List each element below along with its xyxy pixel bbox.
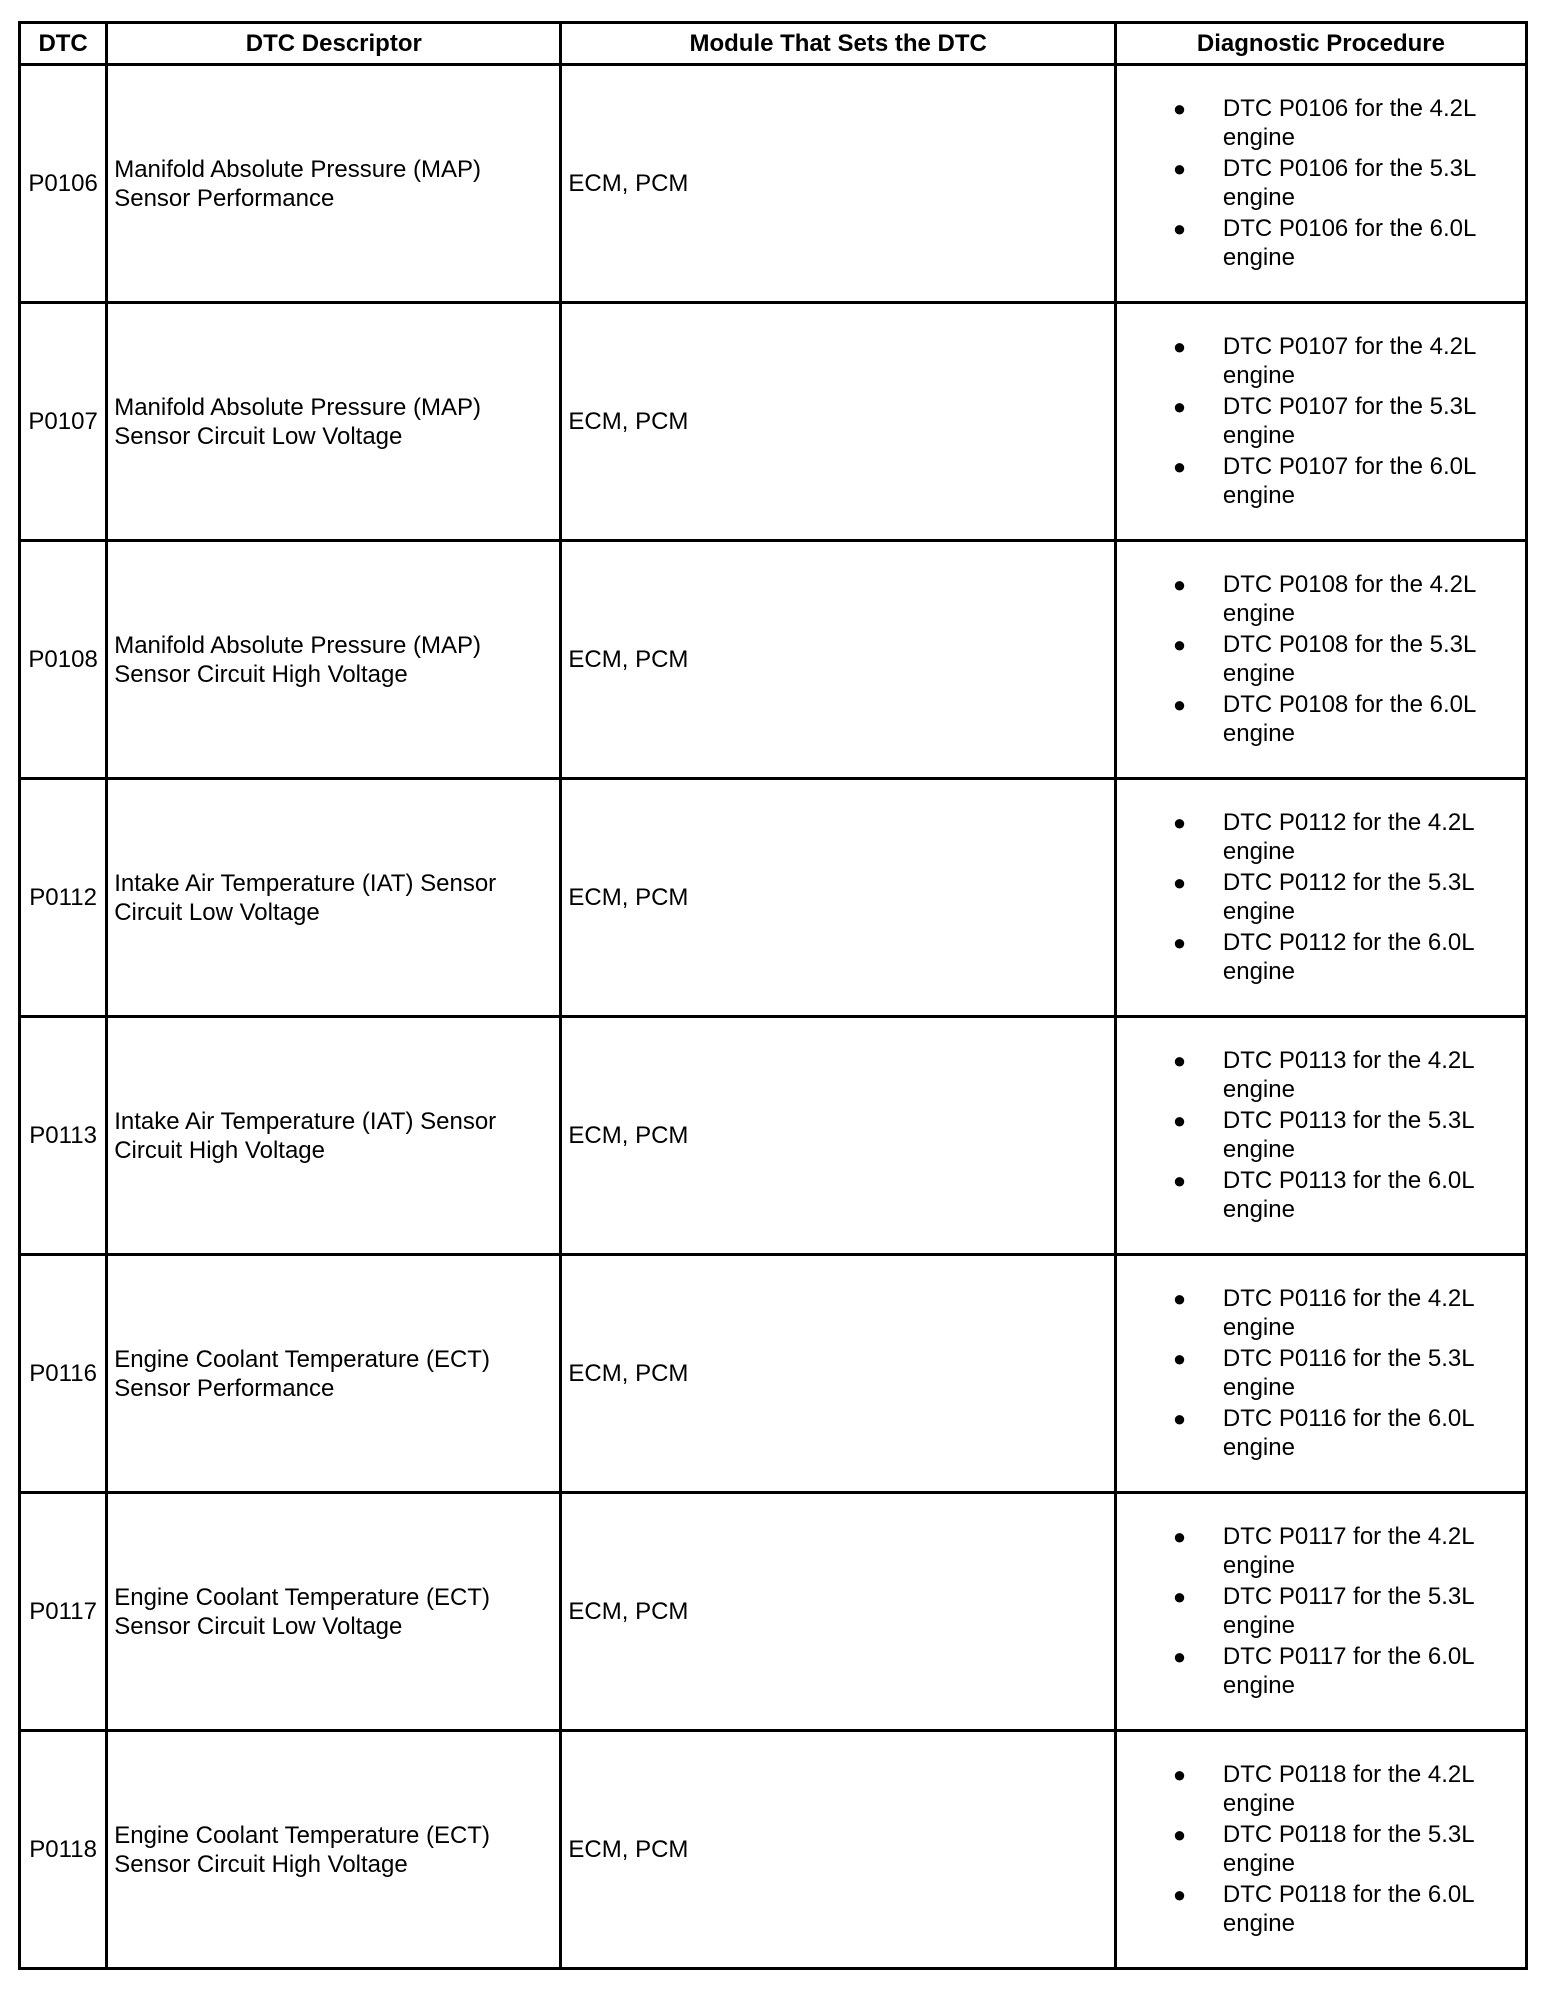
dtc-module: ECM, PCM	[561, 1731, 1115, 1969]
header-row	[20, 23, 1527, 65]
procedure-link[interactable]: DTC P0106 for the 5.3L engine	[1222, 154, 1476, 211]
procedure-link[interactable]: DTC P0116 for the 4.2L engine	[1222, 1284, 1474, 1341]
bullet-icon: ●	[1172, 929, 1187, 955]
procedure-item[interactable]	[1117, 928, 1493, 986]
table-row	[20, 541, 1527, 779]
table-row	[20, 1017, 1527, 1255]
procedure-list	[1117, 1046, 1517, 1224]
procedure-item[interactable]	[1117, 332, 1493, 390]
bullet-icon: ●	[1172, 95, 1187, 121]
procedure-item[interactable]	[1117, 392, 1493, 450]
procedure-link[interactable]: DTC P0117 for the 5.3L engine	[1222, 1582, 1474, 1639]
dtc-procedure	[1115, 779, 1526, 1017]
dtc-module: ECM, PCM	[561, 65, 1115, 303]
dtc-code: P0113	[20, 1017, 107, 1255]
procedure-item[interactable]	[1117, 154, 1493, 212]
dtc-module: ECM, PCM	[561, 779, 1115, 1017]
procedure-link[interactable]: DTC P0107 for the 5.3L engine	[1222, 392, 1476, 449]
procedure-item[interactable]	[1117, 808, 1493, 866]
procedure-item[interactable]	[1117, 570, 1493, 628]
bullet-icon: ●	[1172, 453, 1187, 479]
procedure-list	[1117, 332, 1517, 510]
header-procedure: Diagnostic Procedure	[1115, 23, 1526, 65]
dtc-module: ECM, PCM	[561, 541, 1115, 779]
procedure-link[interactable]: DTC P0107 for the 6.0L engine	[1222, 452, 1476, 509]
table-row	[20, 303, 1527, 541]
procedure-list	[1117, 1284, 1517, 1462]
procedure-list	[1117, 808, 1517, 986]
procedure-item[interactable]	[1117, 1582, 1493, 1640]
bullet-icon: ●	[1172, 1047, 1187, 1073]
bullet-icon: ●	[1172, 155, 1187, 181]
procedure-link[interactable]: DTC P0113 for the 4.2L engine	[1222, 1046, 1474, 1103]
bullet-icon: ●	[1172, 1285, 1187, 1311]
procedure-link[interactable]: DTC P0116 for the 6.0L engine	[1222, 1404, 1474, 1461]
dtc-descriptor: Intake Air Temperature (IAT) Sensor Circuit Low Voltage	[107, 779, 561, 1017]
dtc-code: P0108	[20, 541, 107, 779]
procedure-item[interactable]	[1117, 1284, 1493, 1342]
procedure-link[interactable]: DTC P0118 for the 6.0L engine	[1222, 1880, 1474, 1937]
header-dtc: DTC	[20, 23, 107, 65]
bullet-icon: ●	[1172, 869, 1187, 895]
table-row	[20, 1493, 1527, 1731]
dtc-code: P0118	[20, 1731, 107, 1969]
procedure-link[interactable]: DTC P0106 for the 4.2L engine	[1222, 94, 1476, 151]
bullet-icon: ●	[1172, 1881, 1187, 1907]
procedure-item[interactable]	[1117, 1046, 1493, 1104]
procedure-link[interactable]: DTC P0116 for the 5.3L engine	[1222, 1344, 1474, 1401]
bullet-icon: ●	[1172, 1761, 1187, 1787]
bullet-icon: ●	[1172, 1345, 1187, 1371]
dtc-module: ECM, PCM	[561, 1255, 1115, 1493]
dtc-procedure	[1115, 541, 1526, 779]
dtc-procedure	[1115, 65, 1526, 303]
procedure-link[interactable]: DTC P0113 for the 6.0L engine	[1222, 1166, 1474, 1223]
header-module: Module That Sets the DTC	[561, 23, 1115, 65]
bullet-icon: ●	[1172, 215, 1187, 241]
dtc-procedure	[1115, 1493, 1526, 1731]
procedure-item[interactable]	[1117, 1404, 1493, 1462]
procedure-link[interactable]: DTC P0112 for the 5.3L engine	[1222, 868, 1474, 925]
procedure-link[interactable]: DTC P0108 for the 4.2L engine	[1222, 570, 1476, 627]
procedure-link[interactable]: DTC P0108 for the 5.3L engine	[1222, 630, 1476, 687]
dtc-module: ECM, PCM	[561, 1017, 1115, 1255]
table-row	[20, 779, 1527, 1017]
bullet-icon: ●	[1172, 1821, 1187, 1847]
procedure-item[interactable]	[1117, 1166, 1493, 1224]
procedure-link[interactable]: DTC P0106 for the 6.0L engine	[1222, 214, 1476, 271]
procedure-item[interactable]	[1117, 214, 1493, 272]
dtc-code: P0112	[20, 779, 107, 1017]
dtc-module: ECM, PCM	[561, 303, 1115, 541]
procedure-item[interactable]	[1117, 1642, 1493, 1700]
procedure-list	[1117, 1522, 1517, 1700]
header-descriptor: DTC Descriptor	[107, 23, 561, 65]
dtc-descriptor: Engine Coolant Temperature (ECT) Sensor Circuit Low Voltage	[107, 1493, 561, 1731]
dtc-code: P0116	[20, 1255, 107, 1493]
dtc-code: P0106	[20, 65, 107, 303]
dtc-descriptor: Intake Air Temperature (IAT) Sensor Circuit High Voltage	[107, 1017, 561, 1255]
bullet-icon: ●	[1172, 1523, 1187, 1549]
dtc-table	[18, 21, 1528, 1970]
bullet-icon: ●	[1172, 631, 1187, 657]
procedure-item[interactable]	[1117, 1344, 1493, 1402]
procedure-link[interactable]: DTC P0108 for the 6.0L engine	[1222, 690, 1476, 747]
dtc-descriptor: Manifold Absolute Pressure (MAP) Sensor Performance	[107, 65, 561, 303]
dtc-module: ECM, PCM	[561, 1493, 1115, 1731]
bullet-icon: ●	[1172, 393, 1187, 419]
table-row	[20, 1255, 1527, 1493]
procedure-item[interactable]	[1117, 94, 1493, 152]
bullet-icon: ●	[1172, 691, 1187, 717]
dtc-code: P0117	[20, 1493, 107, 1731]
bullet-icon: ●	[1172, 333, 1187, 359]
dtc-descriptor: Engine Coolant Temperature (ECT) Sensor Circuit High Voltage	[107, 1731, 561, 1969]
procedure-item[interactable]	[1117, 1880, 1493, 1938]
procedure-link[interactable]: DTC P0118 for the 4.2L engine	[1222, 1760, 1474, 1817]
procedure-item[interactable]	[1117, 630, 1493, 688]
bullet-icon: ●	[1172, 809, 1187, 835]
dtc-descriptor: Engine Coolant Temperature (ECT) Sensor Performance	[107, 1255, 561, 1493]
procedure-item[interactable]	[1117, 690, 1493, 748]
bullet-icon: ●	[1172, 1167, 1187, 1193]
procedure-item[interactable]	[1117, 1106, 1493, 1164]
procedure-link[interactable]: DTC P0118 for the 5.3L engine	[1222, 1820, 1474, 1877]
dtc-descriptor: Manifold Absolute Pressure (MAP) Sensor Circuit Low Voltage	[107, 303, 561, 541]
procedure-list	[1117, 570, 1517, 748]
procedure-link[interactable]: DTC P0113 for the 5.3L engine	[1222, 1106, 1474, 1163]
bullet-icon: ●	[1172, 1405, 1187, 1431]
dtc-procedure	[1115, 1255, 1526, 1493]
table-row	[20, 1731, 1527, 1969]
dtc-procedure	[1115, 1017, 1526, 1255]
bullet-icon: ●	[1172, 1643, 1187, 1669]
dtc-procedure	[1115, 303, 1526, 541]
bullet-icon: ●	[1172, 1107, 1187, 1133]
dtc-procedure	[1115, 1731, 1526, 1969]
procedure-link[interactable]: DTC P0117 for the 6.0L engine	[1222, 1642, 1474, 1699]
procedure-item[interactable]	[1117, 452, 1493, 510]
procedure-item[interactable]	[1117, 1820, 1493, 1878]
table-row	[20, 65, 1527, 303]
dtc-descriptor: Manifold Absolute Pressure (MAP) Sensor Circuit High Voltage	[107, 541, 561, 779]
bullet-icon: ●	[1172, 1583, 1187, 1609]
procedure-list	[1117, 1760, 1517, 1938]
procedure-item[interactable]	[1117, 1760, 1493, 1818]
dtc-code: P0107	[20, 303, 107, 541]
procedure-link[interactable]: DTC P0112 for the 4.2L engine	[1222, 808, 1474, 865]
procedure-link[interactable]: DTC P0112 for the 6.0L engine	[1222, 928, 1474, 985]
procedure-item[interactable]	[1117, 868, 1493, 926]
procedure-link[interactable]: DTC P0107 for the 4.2L engine	[1222, 332, 1476, 389]
procedure-item[interactable]	[1117, 1522, 1493, 1580]
bullet-icon: ●	[1172, 571, 1187, 597]
procedure-link[interactable]: DTC P0117 for the 4.2L engine	[1222, 1522, 1474, 1579]
procedure-list	[1117, 94, 1517, 272]
